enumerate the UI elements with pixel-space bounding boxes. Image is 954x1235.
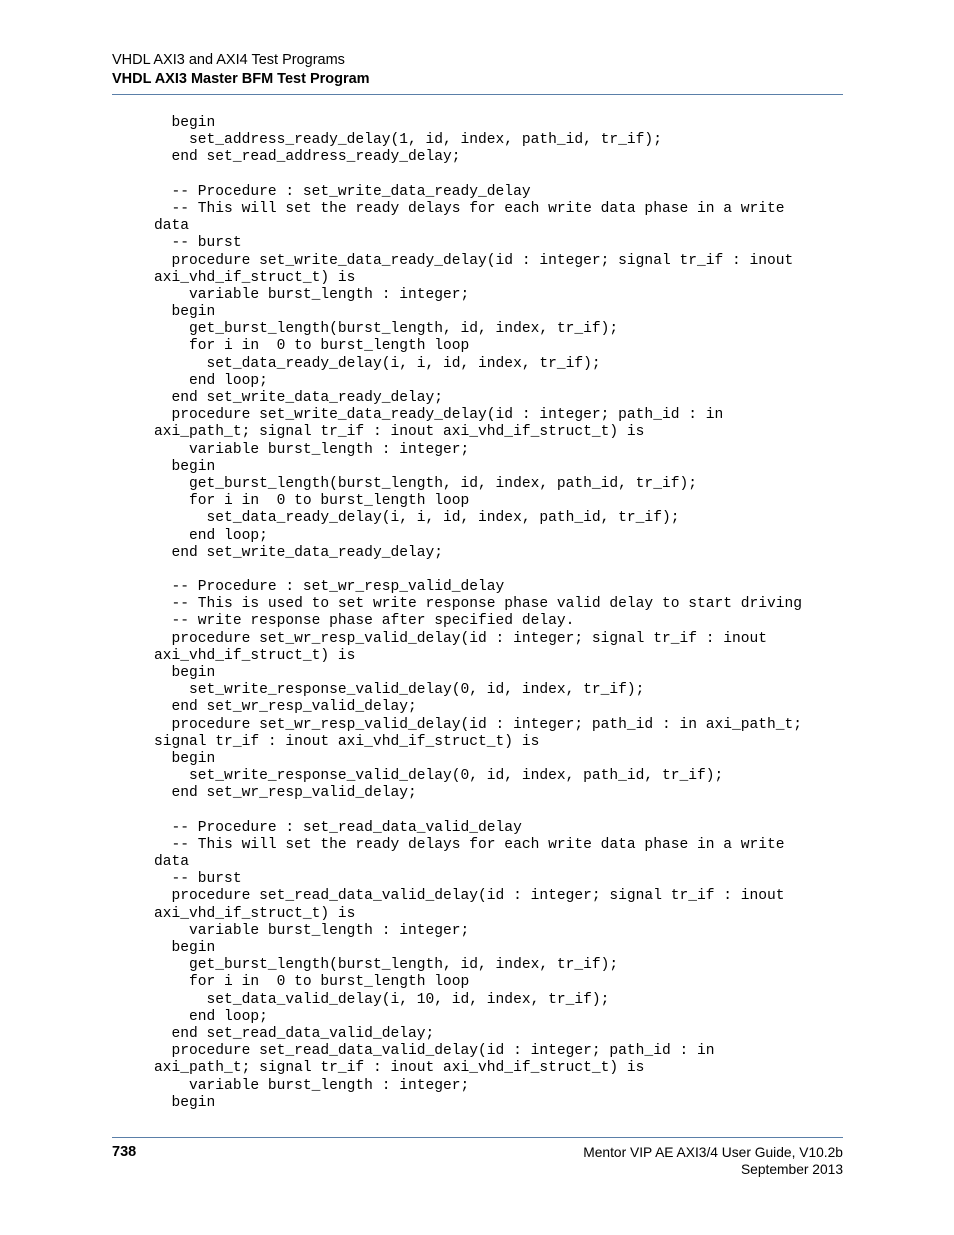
footer-info: [583, 1144, 843, 1178]
code-line: end loop;: [154, 527, 268, 544]
code-line: set_write_response_valid_delay(0, id, index, path_id, tr_if);: [154, 768, 724, 785]
code-line: variable burst_length : integer;: [154, 441, 470, 458]
code-line: begin: [154, 665, 216, 681]
code-line: begin: [154, 304, 216, 321]
code-line: end set_write_data_ready_delay;: [154, 390, 444, 406]
code-line: set_data_ready_delay(i, i, id, index, tr_if);: [154, 355, 601, 372]
code-line: variable burst_length : integer;: [154, 286, 470, 303]
code-line: set_write_response_valid_delay(0, id, index, tr_if);: [154, 682, 645, 699]
code-line: get_burst_length(burst_length, id, index, tr_if);: [154, 957, 619, 974]
code-line: -- This will set the ready delays for each write data phase in a write: [154, 836, 785, 853]
code-line: -- Procedure : set_wr_resp_valid_delay: [154, 579, 505, 596]
code-line: axi_vhd_if_struct_t) is: [154, 647, 356, 664]
code-line: end set_read_data_valid_delay;: [154, 1025, 435, 1042]
code-line: -- burst: [154, 235, 242, 252]
chapter-title: VHDL AXI3 and AXI4 Test Programs: [112, 52, 345, 68]
code-line: begin: [154, 458, 216, 475]
code-line: [154, 562, 802, 579]
code-line: begin: [154, 1094, 216, 1111]
code-line: procedure set_wr_resp_valid_delay(id : integer; path_id : in axi_path_t;: [154, 716, 803, 733]
code-line: -- Procedure : set_read_data_valid_delay: [154, 819, 522, 836]
code-line: axi_path_t; signal tr_if : inout axi_vhd_if_struct_t) is: [154, 424, 645, 441]
code-line: -- This will set the ready delays for each write data phase in a write: [154, 200, 785, 217]
code-line: [154, 167, 802, 184]
code-line: axi_vhd_if_struct_t) is: [154, 905, 356, 922]
code-line: procedure set_wr_resp_valid_delay(id : integer; signal tr_if : inout: [154, 630, 768, 647]
code-line: procedure set_read_data_valid_delay(id : integer; signal tr_if : inout: [154, 888, 785, 905]
code-line: end set_wr_resp_valid_delay;: [154, 699, 417, 716]
code-line: -- Procedure : set_write_data_ready_delay: [154, 183, 531, 200]
code-line: end loop;: [154, 372, 268, 389]
code-line: end set_wr_resp_valid_delay;: [154, 785, 417, 802]
code-line: for i in 0 to burst_length loop: [154, 338, 470, 355]
code-line: begin: [154, 940, 216, 956]
code-line: -- This is used to set write response phase valid delay to start driving: [154, 596, 803, 613]
code-line: for i in 0 to burst_length loop: [154, 974, 470, 991]
code-line: signal tr_if : inout axi_vhd_if_struct_t) is: [154, 733, 540, 750]
code-line: end loop;: [154, 1008, 268, 1025]
code-line: data: [154, 218, 190, 235]
code-line: data: [154, 854, 190, 871]
code-line: set_data_valid_delay(i, 10, id, index, tr_if);: [154, 991, 610, 1008]
code-listing: [154, 115, 802, 1112]
code-line: procedure set_write_data_ready_delay(id : integer; signal tr_if : inout: [154, 252, 794, 269]
code-line: variable burst_length : integer;: [154, 1077, 470, 1094]
code-line: axi_vhd_if_struct_t) is: [154, 269, 356, 286]
code-line: begin: [154, 115, 216, 131]
code-line: -- write response phase after specified delay.: [154, 613, 575, 630]
running-header: [112, 51, 843, 89]
publication-date: September 2013: [740, 1162, 843, 1177]
code-line: begin: [154, 750, 216, 767]
code-line: variable burst_length : integer;: [154, 922, 470, 939]
code-line: procedure set_write_data_ready_delay(id : integer; path_id : in: [154, 407, 724, 424]
code-line: end set_read_address_ready_delay;: [154, 149, 461, 166]
code-line: [154, 803, 802, 820]
section-title: VHDL AXI3 Master BFM Test Program: [112, 71, 370, 87]
header-rule: [112, 94, 843, 95]
page-number: 738: [112, 1144, 137, 1160]
code-line: end set_write_data_ready_delay;: [154, 544, 444, 561]
guide-title: Mentor VIP AE AXI3/4 User Guide, V10.2b: [583, 1145, 843, 1160]
code-line: axi_path_t; signal tr_if : inout axi_vhd_if_struct_t) is: [154, 1060, 645, 1077]
code-line: get_burst_length(burst_length, id, index, tr_if);: [154, 321, 619, 338]
code-line: procedure set_read_data_valid_delay(id : integer; path_id : in: [154, 1043, 715, 1060]
code-line: for i in 0 to burst_length loop: [154, 493, 470, 510]
footer-rule: [112, 1137, 843, 1138]
code-line: set_address_ready_delay(1, id, index, path_id, tr_if);: [154, 132, 662, 149]
code-line: set_data_ready_delay(i, i, id, index, path_id, tr_if);: [154, 510, 680, 527]
code-line: get_burst_length(burst_length, id, index, path_id, tr_if);: [154, 475, 697, 492]
code-line: -- burst: [154, 871, 242, 888]
